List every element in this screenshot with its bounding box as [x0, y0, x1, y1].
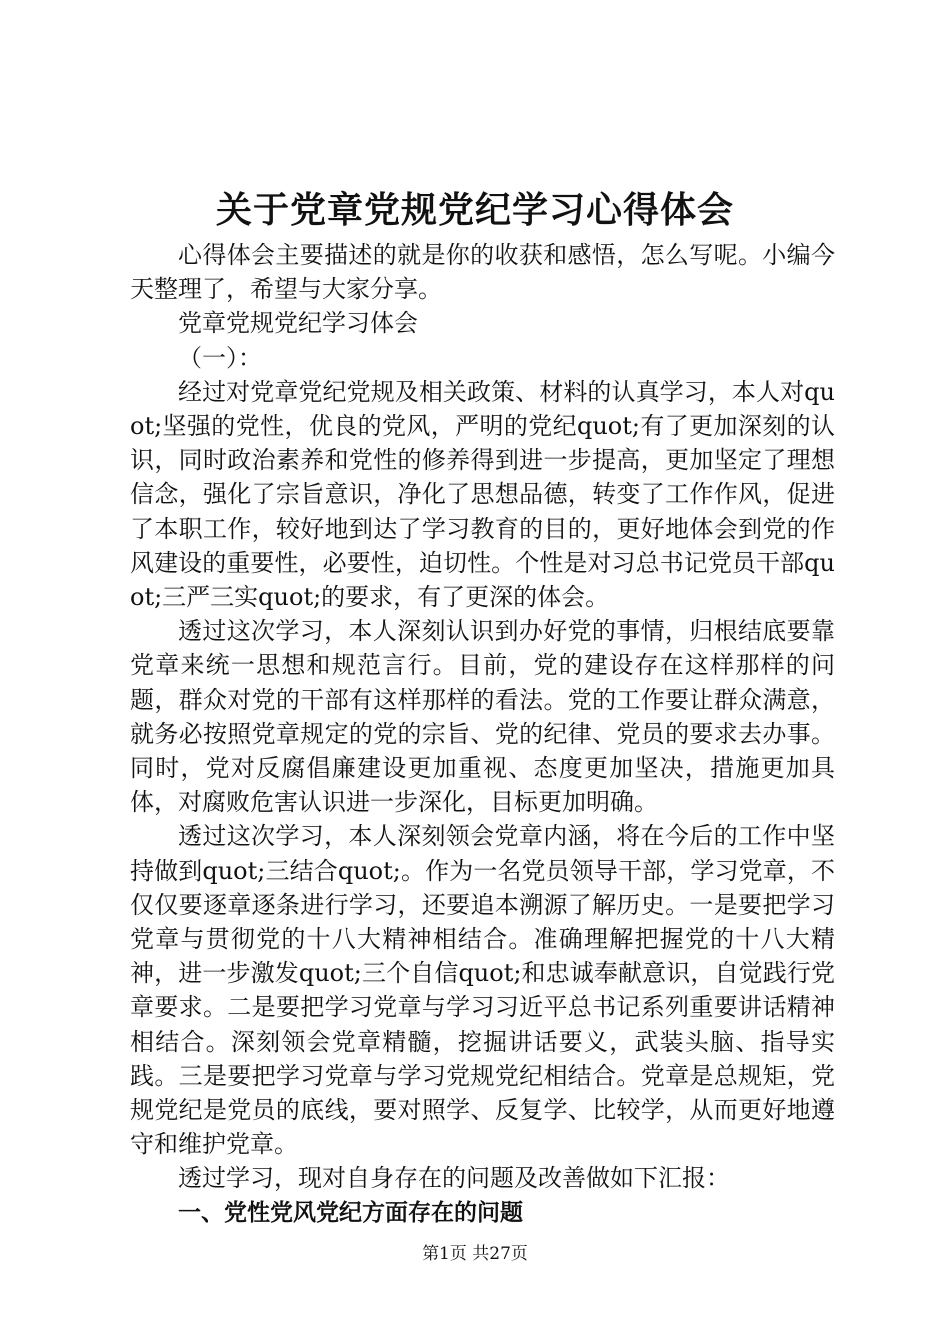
section-heading: 一、党性党风党纪方面存在的问题 — [178, 1199, 523, 1226]
body-paragraph: 透过这次学习，本人深刻领会党章内涵，将在今后的工作中坚持做到quot;三结合quot;。作为一名党员领导干部，学习党章，不仅仅要逐章逐条进行学习，还要追本溯源了解历史。一是要把学习党章与贯彻党的十八大精神相结合。准确理解把握党的十八大精神，进一步激发quot;三个自信quot;和忠诚奉献意识，自觉践行党章要求。二是要把学习党章与学习习近平总书记系列重要讲话精神相结合。深刻领会党章精髓，挖掘讲话要义，武装头脑、指导实践。三是要把学习党章与学习党规党纪相结合。党章是总规矩，党规党纪是党员的底线，要对照学、反复学、比较学，从而更好地遵守和维护党章。 — [130, 822, 835, 1159]
body-paragraph: 透过这次学习，本人深刻认识到办好党的事情，归根结底要靠党章来统一思想和规范言行。目前，党的建设存在这样那样的问题，群众对党的干部有这样那样的看法。党的工作要让群众满意，就务必按照党章规定的党的宗旨、党的纪律、党员的要求去办事。同时，党对反腐倡廉建设更加重视、态度更加坚决，措施更加具体，对腐败危害认识进一步深化，目标更加明确。 — [130, 617, 835, 817]
document-title: 关于党章党规党纪学习心得体会 — [215, 189, 734, 231]
body-paragraph: 经过对党章党纪党规及相关政策、材料的认真学习，本人对quot;坚强的党性，优良的党风，严明的党纪quot;有了更加深刻的认识，同时政治素养和党性的修养得到进一步提高，更加坚定了理想信念，强化了宗旨意识，净化了思想品德，转变了工作作风，促进了本职工作，较好地到达了学习教育的目的，更好地体会到党的作风建设的重要性，必要性，迫切性。个性是对习总书记党员干部quot;三严三实quot;的要求，有了更深的体会。 — [130, 377, 835, 612]
page-footer: 第1页 共27页 — [422, 1244, 528, 1264]
subtitle-paragraph: 党章党规党纪学习体会 — [178, 309, 418, 338]
intro-paragraph: 心得体会主要描述的就是你的收获和感悟，怎么写呢。小编今天整理了，希望与大家分享。 — [130, 241, 835, 304]
document-body — [130, 238, 835, 1230]
body-paragraph: 透过学习，现对自身存在的问题及改善做如下汇报： — [178, 1164, 730, 1193]
section-number-paragraph: （一）： — [178, 343, 262, 372]
